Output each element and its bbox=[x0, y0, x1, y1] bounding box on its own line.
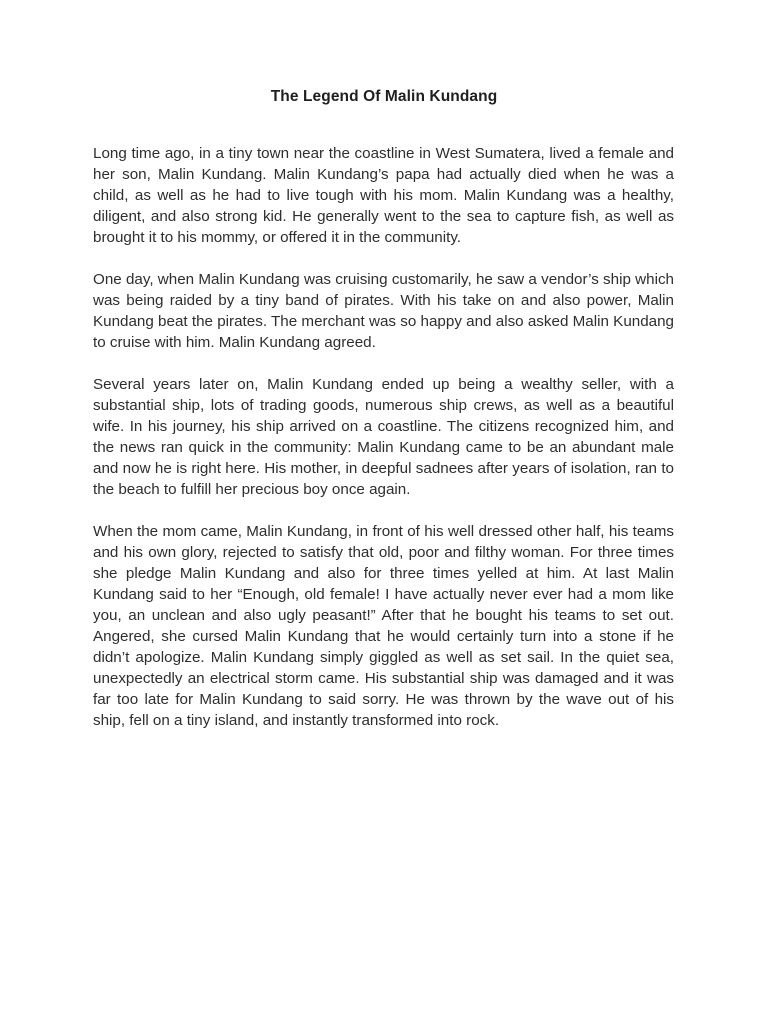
paragraph-3: Several years later on, Malin Kundang ended up being a wealthy seller, with a substantial ship, lots of trading goods, numerous ship crews, as well as a beautiful wife. In his journey, his ship arrived on a coastline. The citizens recognized him, and the news ran quick in the community: Malin Kundang came to be an abundant male and now he is right here. His mother, in deepful sadnees after years of isolation, ran to the beach to fulfill her precious boy once again. bbox=[93, 376, 674, 498]
document-title: The Legend Of Malin Kundang bbox=[270, 88, 498, 105]
paragraph-1: Long time ago, in a tiny town near the coastline in West Sumatera, lived a female and her son, Malin Kundang. Malin Kundang’s papa had actually died when he was a child, as well as he had to live tough with his mom. Malin Kundang was a healthy, diligent, and also strong kid. He generally went to the sea to capture fish, as well as brought it to his mommy, or offered it in the community. bbox=[93, 145, 674, 246]
paragraph-4: When the mom came, Malin Kundang, in front of his well dressed other half, his teams and his own glory, rejected to satisfy that old, poor and filthy woman. For three times she pledge Malin Kundang and also for three times yelled at him. At last Malin Kundang said to her “Enough, old female! I have actually never ever had a mom like you, an unclean and also ugly peasant!” After that he bought his teams to set out. Angered, she cursed Malin Kundang that he would certainly turn into a stone if he didn’t apologize. Malin Kundang simply giggled as well as set sail. In the quiet sea, unexpectedly an electrical storm came. His substantial ship was damaged and it was far too late for Malin Kundang to said sorry. He was thrown by the wave out of his ship, fell on a tiny island, and instantly transformed into rock. bbox=[93, 523, 674, 729]
paragraph-2: One day, when Malin Kundang was cruising customarily, he saw a vendor’s ship which was being raided by a tiny band of pirates. With his take on and also power, Malin Kundang beat the pirates. The merchant was so happy and also asked Malin Kundang to cruise with him. Malin Kundang agreed. bbox=[93, 271, 674, 351]
document-body bbox=[93, 143, 674, 731]
